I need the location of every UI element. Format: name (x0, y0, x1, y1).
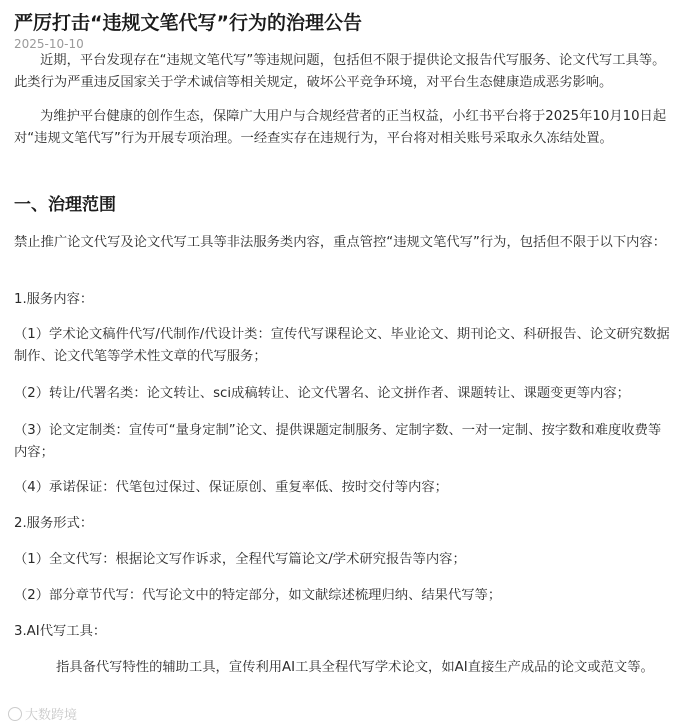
intro-paragraph-1: 近期，平台发现存在“违规文笔代写”等违规问题，包括但不限于提供论文报告代写服务、论文代写工具等。此类行为严重违反国家关于学术诚信等相关规定，破坏公平竞争环境，对平台生态健康造成恶劣影响。 (14, 53, 666, 90)
list-item-customization: （3）论文定制类：宣传可“量身定制”论文、提供课题定制服务、定制字数、一对一定制、按字数和难度收费等内容； (14, 423, 662, 460)
publish-date: 2025-10-10 (14, 37, 84, 51)
list-heading-ai-tools: 3.AI代写工具： (14, 624, 107, 639)
list-item-partial-chapters: （2）部分章节代写：代写论文中的特定部分，如文献综述梳理归纳、结果代写等； (14, 588, 502, 603)
page-title: 严厉打击“违规文笔代写”行为的治理公告 (14, 12, 362, 34)
watermark (8, 704, 77, 723)
scope-paragraph: 禁止推广论文代写及论文代写工具等非法服务类内容，重点管控“违规文笔代写”行为，包括但不限于以下内容： (14, 235, 667, 250)
list-item-academic-ghostwriting: （1）学术论文稿件代写/代制作/代设计类：宣传代写课程论文、毕业论文、期刊论文、科研报告、论文研究数据制作、论文代笔等学术性文章的代写服务； (14, 327, 670, 364)
list-item-guarantee: （4）承诺保证：代笔包过保过、保证原创、重复率低、按时交付等内容； (14, 480, 448, 495)
list-heading-service-form: 2.服务形式： (14, 516, 94, 531)
list-item-full-text: （1）全文代写：根据论文写作诉求，全程代写篇论文/学术研究报告等内容； (14, 552, 466, 567)
intro-paragraph-2: 为维护平台健康的创作生态，保障广大用户与合规经营者的正当权益，小红书平台将于2025年10月10日起对“违规文笔代写”行为开展专项治理。一经查实存在违规行为，平台将对相关账号采取永久冻结处置。 (14, 109, 667, 146)
list-heading-service-content: 1.服务内容： (14, 292, 94, 307)
section-heading: 一、治理范围 (14, 195, 116, 215)
watermark-logo-icon (8, 707, 22, 721)
watermark-text: 大数跨境 (25, 708, 78, 723)
ai-tools-paragraph: 指具备代写特性的辅助工具，宣传利用AI工具全程代写学术论文，如AI直接生产成品的论文或范文等。 (56, 660, 654, 675)
list-item-transfer-signature: （2）转让/代署名类：论文转让、sci成稿转让、论文代署名、论文拼作者、课题转让、课题变更等内容； (14, 386, 630, 401)
